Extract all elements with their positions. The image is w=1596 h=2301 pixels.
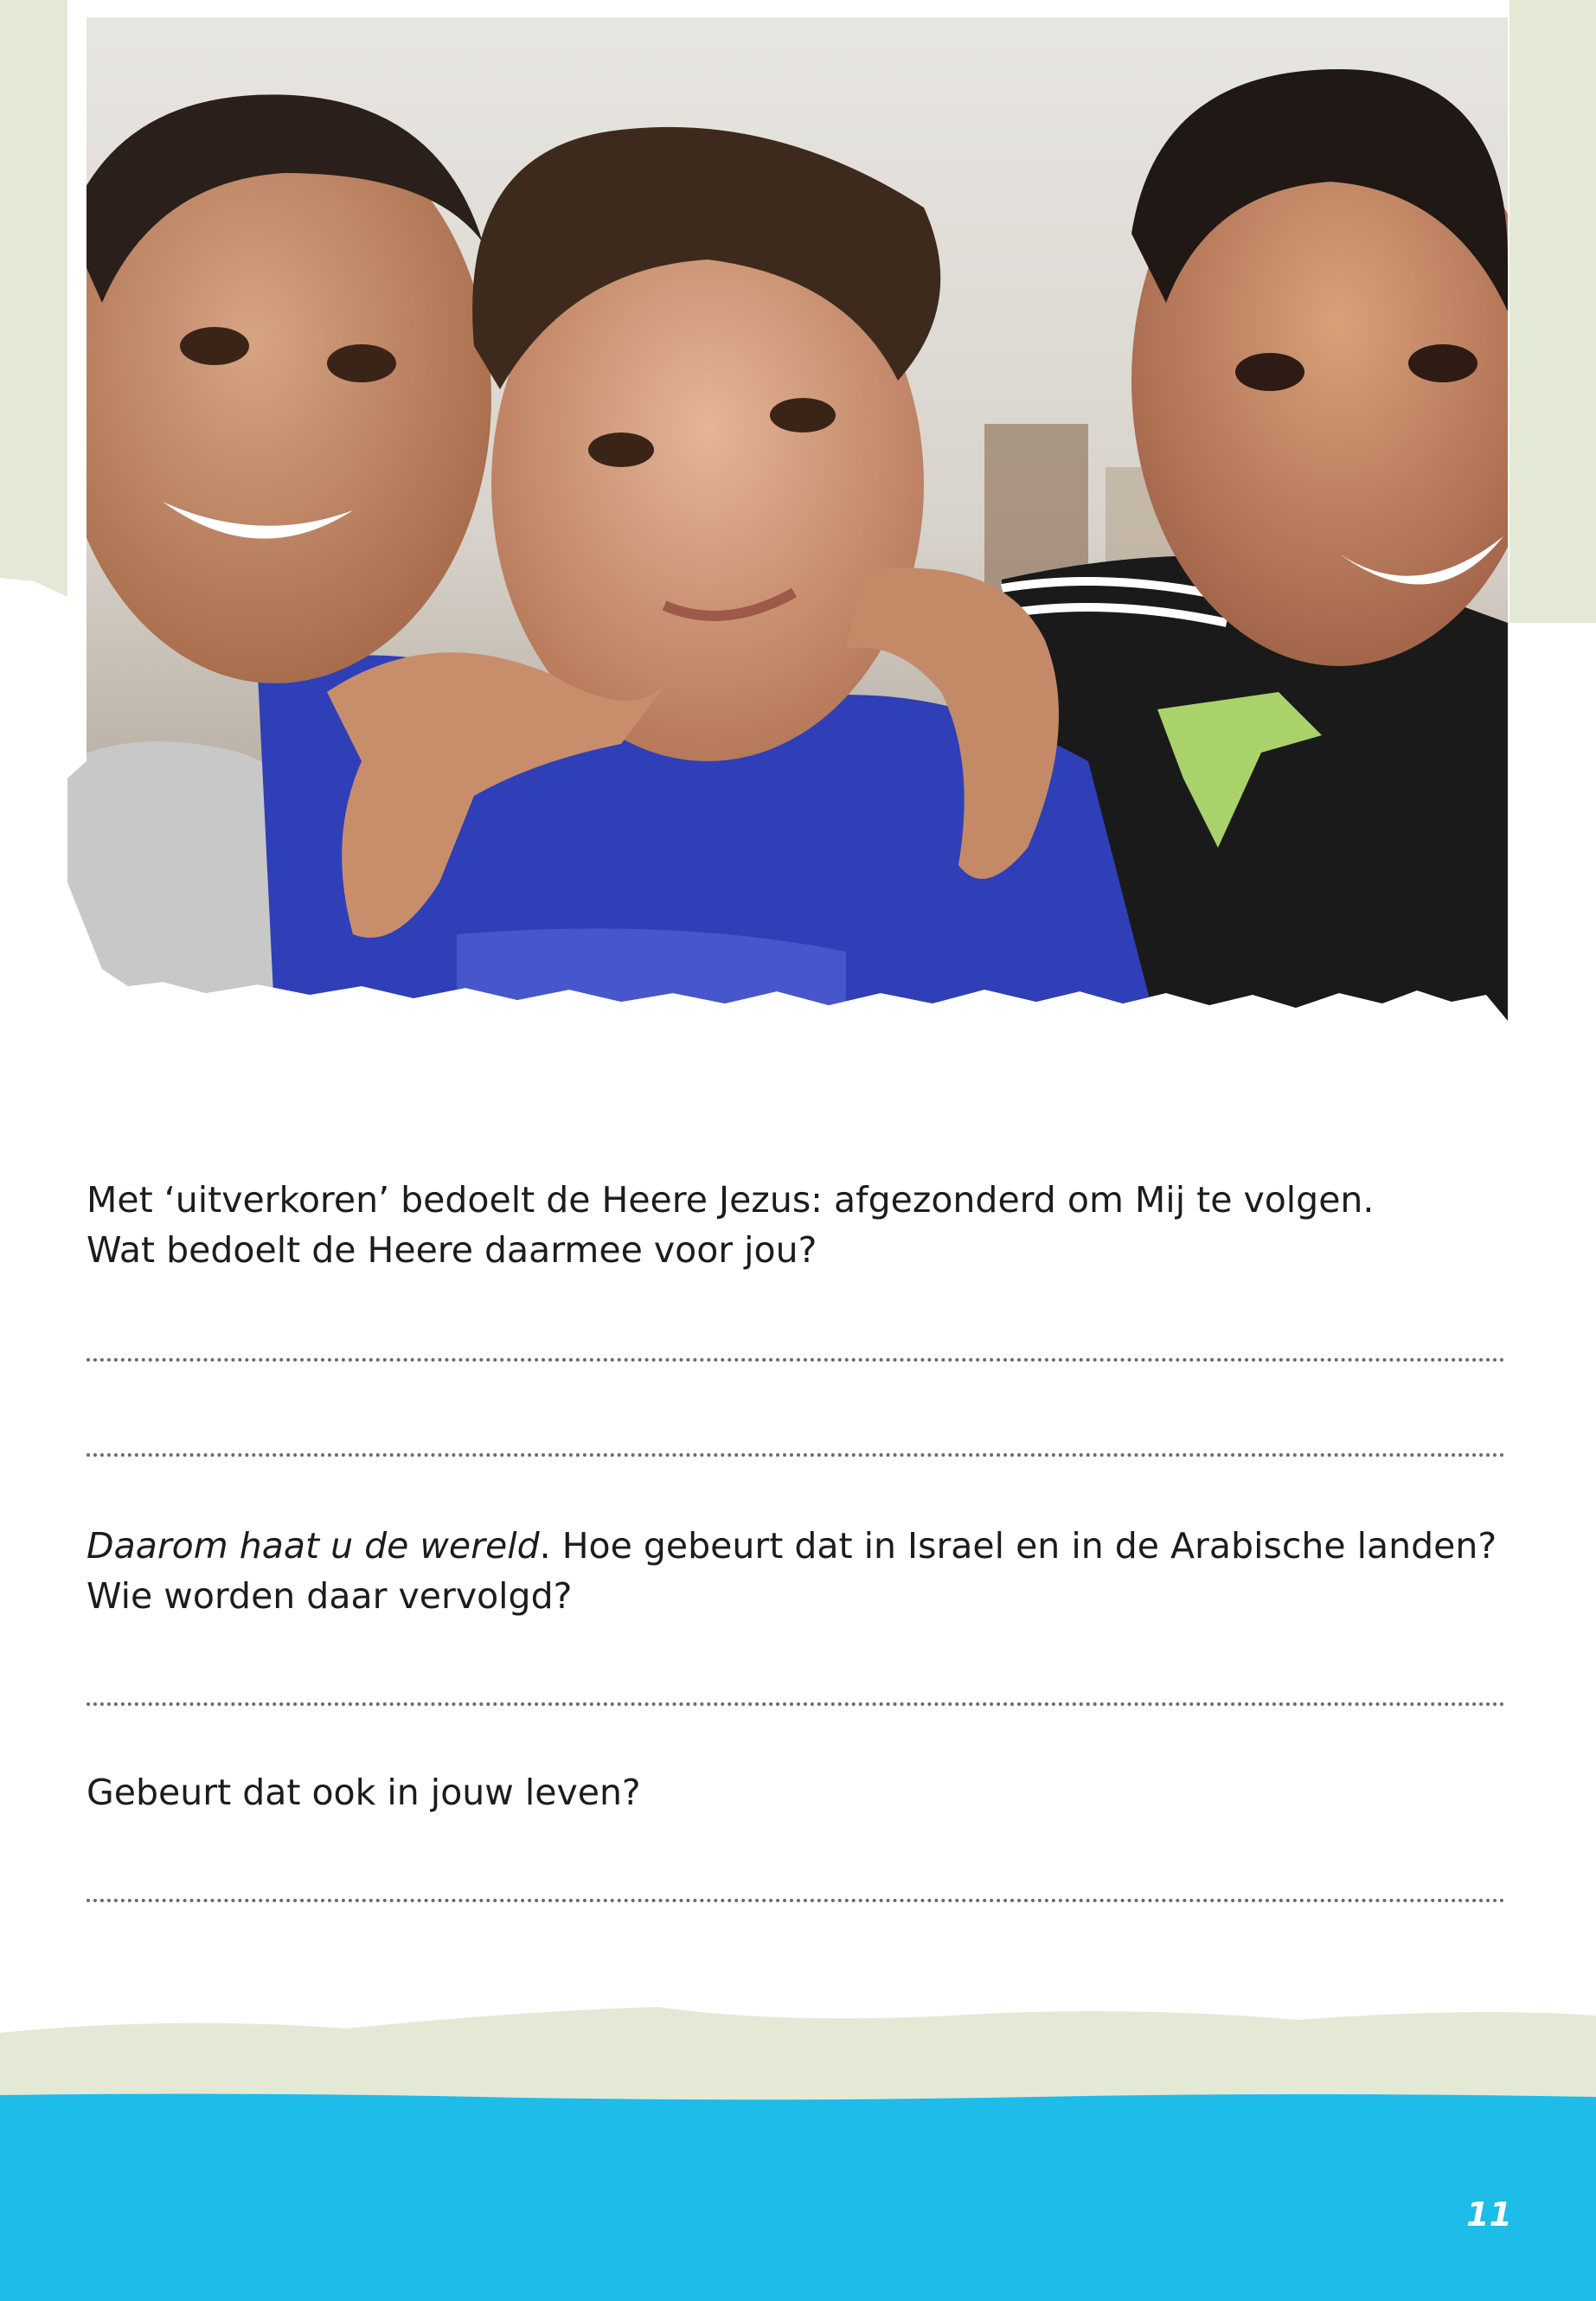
answer-line-2[interactable] bbox=[87, 1453, 1505, 1457]
question-1-line-2: Wat bedoelt de Heere daarmee voor jou? bbox=[87, 1229, 817, 1271]
question-2-line-2: Wie worden daar vervolgd? bbox=[87, 1575, 573, 1617]
photo-three-boys bbox=[67, 17, 1508, 1029]
answer-line-3[interactable] bbox=[87, 1702, 1505, 1706]
page-number: 11 bbox=[1466, 2195, 1512, 2234]
answer-line-1[interactable] bbox=[87, 1358, 1505, 1362]
question-3-line-1: Gebeurt dat ook in jouw leven? bbox=[87, 1772, 641, 1813]
question-3 bbox=[87, 1767, 641, 1817]
question-2 bbox=[87, 1521, 1497, 1621]
bottom-color-band bbox=[0, 1981, 1596, 2301]
question-2-italic-quote: Daarom haat u de wereld bbox=[87, 1525, 540, 1567]
question-1 bbox=[87, 1175, 1374, 1275]
answer-line-4[interactable] bbox=[87, 1899, 1505, 1902]
question-2-line-1: . Hoe gebeurt dat in Israel en in de Arabische landen? bbox=[539, 1525, 1497, 1567]
question-1-line-1: Met ‘uitverkoren’ bedoelt de Heere Jezus: afgezonderd om Mij te volgen. bbox=[87, 1179, 1375, 1221]
